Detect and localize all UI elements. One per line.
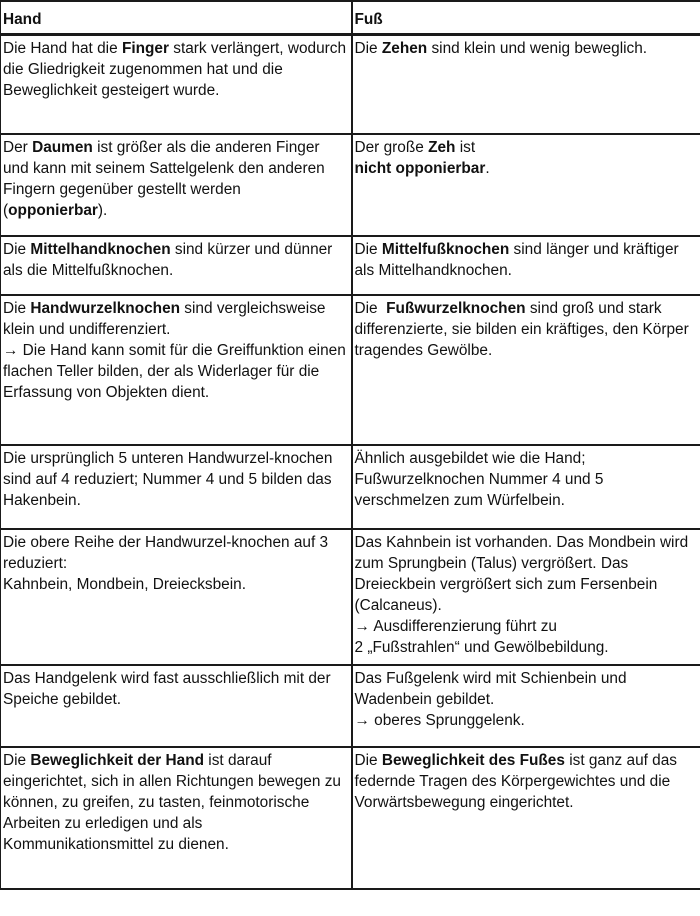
cell-hand: Die Hand hat die Finger stark verlängert, wodurch die Gliedrigkeit zugenommen hat und die Beweglichkeit gesteigert wurde.: [1, 35, 352, 135]
cell-hand: Die Beweglichkeit der Hand ist darauf eingerichtet, sich in allen Richtungen bewegen zu können, zu greifen, zu tasten, feinmotorische Arbeiten zu erledigen und als Kommunikationsmittel zu dienen.: [1, 747, 352, 889]
cell-fuss: Das Kahnbein ist vorhanden. Das Mondbein wird zum Sprungbein (Talus) vergrößert. Das Dreieckbein vergrößert sich zum Fersenbein (Calcaneus). → Ausdifferenzierung führt zu 2 „Fußstrahlen“ und Gewölbebildung.: [352, 529, 700, 665]
table-row: [1, 747, 700, 889]
table-row: [1, 236, 700, 295]
table-row: [1, 295, 700, 445]
table-row: [1, 665, 700, 747]
cell-hand: Der Daumen ist größer als die anderen Finger und kann mit seinem Sattelgelenk den anderen Fingern gegenüber gestellt werden (opponierbar).: [1, 134, 352, 236]
cell-fuss: Ähnlich ausgebildet wie die Hand; Fußwurzelknochen Nummer 4 und 5 verschmelzen zum Würfelbein.: [352, 445, 700, 529]
cell-hand: Die Handwurzelknochen sind vergleichsweise klein und undifferenziert. → Die Hand kann somit für die Greiffunktion einen flachen Teller bilden, der als Widerlager für die Erfassung von Objekten dient.: [1, 295, 352, 445]
cell-fuss: Die Beweglichkeit des Fußes ist ganz auf das federnde Tragen des Körpergewichtes und die Vorwärtsbewegung eingerichtet.: [352, 747, 700, 889]
cell-fuss: Der große Zeh ist nicht opponierbar.: [352, 134, 700, 236]
header-hand: Hand: [1, 1, 352, 35]
cell-hand: Die Mittelhandknochen sind kürzer und dünner als die Mittelfußknochen.: [1, 236, 352, 295]
cell-fuss: Die Mittelfußknochen sind länger und kräftiger als Mittelhandknochen.: [352, 236, 700, 295]
cell-fuss: Die Fußwurzelknochen sind groß und stark differenzierte, sie bilden ein kräftiges, den Körper tragendes Gewölbe.: [352, 295, 700, 445]
table-header-row: [1, 1, 700, 35]
cell-hand: Das Handgelenk wird fast ausschließlich mit der Speiche gebildet.: [1, 665, 352, 747]
cell-fuss: Das Fußgelenk wird mit Schienbein und Wadenbein gebildet. → oberes Sprunggelenk.: [352, 665, 700, 747]
table-row: [1, 134, 700, 236]
table-row: [1, 35, 700, 135]
cell-hand: Die obere Reihe der Handwurzel-knochen auf 3 reduziert: Kahnbein, Mondbein, Dreiecksbein.: [1, 529, 352, 665]
cell-fuss: Die Zehen sind klein und wenig beweglich.: [352, 35, 700, 135]
table-row: [1, 445, 700, 529]
cell-hand: Die ursprünglich 5 unteren Handwurzel-knochen sind auf 4 reduziert; Nummer 4 und 5 bilden das Hakenbein.: [1, 445, 352, 529]
table-row: [1, 529, 700, 665]
header-fuss: Fuß: [352, 1, 700, 35]
